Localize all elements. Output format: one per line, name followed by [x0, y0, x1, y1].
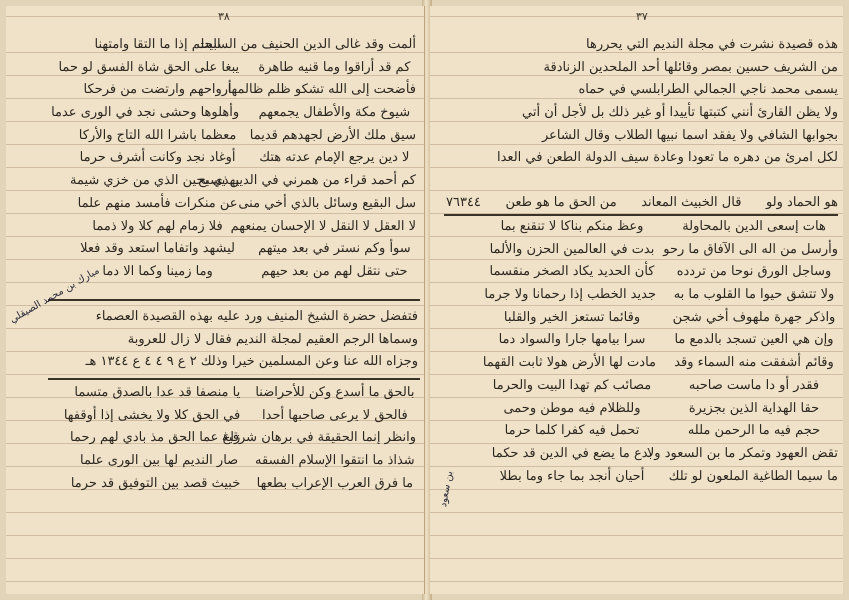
verse-first-hemistich: لا العقل لا النقل لا الإحسان يمنعهم: [230, 218, 416, 234]
right-page-number: ٣٧: [636, 10, 648, 23]
verse-second-hemistich: خبيث قصد بين التوفيق قد حرما: [70, 475, 241, 491]
verse-first-hemistich: وأرسل من اله الى الآفاق ما رحو: [663, 241, 838, 257]
prose-line: هذه قصيدة نشرت في مجلة النديم التي يحررها: [586, 37, 838, 52]
verse-first-hemistich: كم أحمد قراء من همرني في الدين يسبح: [197, 173, 416, 189]
verse-second-hemistich: يبغا على الحق شاة الفسق لو حما: [58, 59, 240, 75]
left-page: [6, 6, 425, 594]
header-segment: هو الحماد ولو: [765, 195, 838, 210]
verse-second-hemistich: ليشهد واتفاما استعد وقد فعلا: [80, 241, 236, 257]
prose-line: فتفضل حضرة الشيخ المنيف ورد عليه بهذه القصيدة العصماء: [95, 309, 418, 324]
verse-second-hemistich: في الحق كلا ولا يخشى إذا أوقفها: [63, 407, 241, 423]
verse-line: [76, 238, 416, 261]
verse-first-hemistich: حتى نتقل لهم من بعد حيهم: [261, 263, 408, 279]
verse-first-hemistich: سيق ملك الأرض لجهدهم قديما: [249, 127, 416, 143]
prose-line: بجوابها الشافي ولا يفقد اسما نبيها الطلاب وقال الشاعر: [541, 127, 838, 143]
verse-line: [76, 147, 416, 170]
prose-line: ولا يظن القارئ أنني كتبتها تأييدا أو غير ذلك بل لأجل أن أتي: [522, 105, 838, 121]
verse-line: [76, 216, 416, 239]
verse-line: [488, 216, 838, 239]
right-intro-prose: [494, 34, 838, 170]
header-line: [446, 192, 838, 215]
verse-first-hemistich: واذكر جهرة ملهوف أخي شجن: [672, 309, 836, 325]
verse-first-hemistich: سل البقيع وسائل بالذي أخي منى: [238, 195, 416, 211]
verse-first-hemistich: حقا الهداية الذين بجزيرة: [688, 400, 820, 416]
prose-line: لكل امرئ من دهره ما تعودا وعادة سيف الدولة الطعن في العدا: [497, 150, 838, 166]
header-segment: ٧٦٣٤٤: [446, 195, 481, 210]
prose-line: من الشريف حسين بمصر وقائلها أحد الملحدين الزنادقة: [543, 59, 838, 75]
verse-second-hemistich: كأن الحديد يكاد الصخر منقسما: [489, 264, 655, 280]
verse-first-hemistich: ألمت وقد غالى الدين الحنيف من السبيت: [196, 37, 416, 52]
verse-second-hemistich: وقائما تستعز الخير والقلبا: [503, 309, 641, 325]
verse-line: [488, 329, 838, 352]
verse-line: [76, 261, 416, 284]
verse-first-hemistich: وقائم أشفقت منه السماء وقد: [674, 355, 834, 371]
right-margin-note: بن سعود: [438, 470, 456, 508]
prose-line: وسماها الرجم العقيم لمجلة النديم فقال لا زال للعروبة: [127, 331, 418, 347]
verse-line: [488, 466, 838, 489]
verse-line: [488, 420, 838, 443]
verse-second-hemistich: معظما باشرا الله التاج والأركا: [78, 127, 237, 143]
left-bottom-verses: [63, 382, 416, 495]
verse-line: [70, 427, 416, 450]
left-margin-note: مبارك بن محمد الصيقلي: [8, 265, 102, 326]
verse-first-hemistich: شيوخ مكة والأطفال يجمعهم: [258, 105, 411, 121]
verse-second-hemistich: أحيان أنجد بما جاء وما بطلا: [499, 468, 645, 484]
left-top-verses: [51, 34, 416, 284]
verse-line: [488, 261, 838, 284]
verse-first-hemistich: فأضحت إلى الله تشكو ظلم ظالمها: [227, 82, 416, 98]
verse-second-hemistich: مادت لها الأرض هولا ثابت القهما: [482, 355, 656, 371]
verse-first-hemistich: حجم فيه ما الرحمن ملله: [687, 423, 821, 439]
verse-second-hemistich: يهذي بحين الذي من خزي شيمة: [69, 173, 240, 189]
verse-line: [488, 239, 838, 262]
verse-line: [488, 443, 838, 466]
verse-second-hemistich: جديد الخطب إذا رحمانا ولا جرما: [484, 287, 656, 303]
verse-second-hemistich: سرا بيامها جارا والسواد دما: [498, 332, 646, 348]
verse-line: [488, 375, 838, 398]
verse-line: [70, 473, 416, 496]
right-page: [430, 6, 843, 594]
verse-second-hemistich: وأهلوها وحشى نجد في الورى عدما: [51, 105, 240, 121]
verse-first-hemistich: ولا تتشق حيوا ما القلوب ما به: [673, 287, 835, 303]
verse-second-hemistich: أوغاد نجد وكانت أشرف حرما: [79, 150, 236, 166]
verse-line: [76, 125, 416, 148]
prose-line: يسمى محمد ناجي الجمالي الطرابلسي في حماه: [578, 82, 838, 98]
verse-first-hemistich: وإن هي العين تسجد بالدمع ما: [674, 332, 834, 348]
verse-line: [63, 405, 416, 428]
verse-line: [488, 307, 838, 330]
verse-first-hemistich: شذاذ ما انتقوا الإسلام الفسقه: [255, 453, 415, 469]
verse-second-hemistich: يا منصفا قد عدا بالصدق متسما: [74, 385, 241, 400]
verse-second-hemistich: أرواحهم وارتضت من فرحكا: [83, 82, 232, 98]
verse-second-hemistich: صار النديم لها بين الورى علما: [80, 453, 239, 469]
verse-first-hemistich: ما سيما الطاغية الملعون لو تلك: [668, 468, 838, 484]
verse-line: [484, 284, 838, 307]
verse-first-hemistich: وانظر إنما الحقيقة في برهان شرقية: [221, 430, 416, 446]
verse-line: [76, 193, 416, 216]
verse-line: [69, 170, 416, 193]
header-segment: من الحق ما هو طعن: [505, 195, 617, 210]
left-page-number: ٣٨: [218, 10, 230, 23]
verse-second-hemistich: مصائب كم تهدا البيت والحرما: [492, 377, 652, 393]
left-middle-prose: [50, 306, 418, 374]
verse-first-hemistich: بالحق ما أسدع وكن للأحراضنا: [255, 385, 415, 400]
verse-line: [78, 450, 416, 473]
verse-second-hemistich: وما زمينا وكما الا دما: [102, 263, 213, 279]
divider-rule-upper: [48, 299, 420, 301]
header-segment: قال الخبيث المعاند: [641, 195, 742, 210]
divider-rule-lower: [48, 378, 420, 380]
verse-first-hemistich: كم قد أراقوا وما قنيه طاهرة: [258, 59, 411, 75]
verse-line: [76, 79, 416, 102]
verse-second-hemistich: بدع ما يضع في الدين قد حكما: [491, 445, 653, 461]
verse-first-hemistich: تقض العهود وتمكر ما بن السعود ولا: [646, 445, 838, 461]
verse-first-hemistich: لا دين يرجع الإمام عدته هتك: [259, 150, 410, 166]
verse-second-hemistich: عن منكرات فأمسد منهم علما: [77, 195, 238, 211]
verse-line: [488, 398, 838, 421]
verse-second-hemistich: وللظلام فيه موطن وحمى: [503, 400, 641, 416]
verse-line: [51, 102, 416, 125]
verse-first-hemistich: هات إسعى الدين بالمحاولة: [682, 219, 826, 234]
verse-line: [76, 34, 416, 57]
right-verses: [482, 216, 838, 488]
verse-first-hemistich: فالحق لا يرعى صاحبها أحدا: [262, 407, 408, 423]
verse-line: [58, 57, 416, 80]
verse-first-hemistich: وساجل الورق نوحا من تردده: [676, 264, 832, 280]
verse-second-hemistich: تحمل فيه كفرا كلما حرما: [504, 423, 640, 439]
verse-first-hemistich: ما فرق العرب الإعراب بطعها: [256, 475, 414, 491]
verse-second-hemistich: بدت في العالمين الحزن والألما: [489, 241, 655, 257]
verse-line: [74, 382, 416, 405]
right-header-line: [446, 192, 838, 215]
verse-first-hemistich: فقدر أو دا ماست صاحبه: [688, 377, 820, 393]
verse-first-hemistich: سوأ وكم نستر في بعد ميتهم: [258, 241, 411, 257]
prose-line: وجزاه الله عنا وعن المسلمين خيرا وذلك ٢ ع ٩ ٤ ٤ ع ١٣٤٤ هـ: [85, 354, 418, 370]
verse-second-hemistich: فلا زمام لهم كلا ولا ذمما: [92, 218, 223, 234]
verse-second-hemistich: وعظ منكم بناكا لا تنقنع بما: [500, 219, 644, 234]
verse-second-hemistich: زاغ عما الحق مذ بادي لهم رحما: [70, 430, 241, 446]
verse-second-hemistich: الحلم إذا ما التقا وامتهنا: [94, 37, 221, 52]
verse-line: [482, 352, 838, 375]
